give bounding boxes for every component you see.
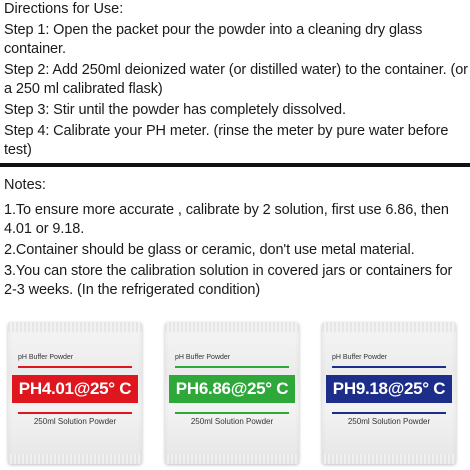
packet-ph-4-01 [8,322,142,464]
packet-ph-6-86 [165,322,299,464]
packet-line-bottom [18,412,132,414]
directions-title: Directions for Use: [4,1,124,17]
step-3: Step 3: Stir until the powder has completely dissolved. [4,102,346,118]
notes-title: Notes: [4,177,46,193]
step-1: Step 1: Open the packet pour the powder into a cleaning dry glass container. [4,22,423,57]
packet-line-top [332,366,446,368]
packet-line-bottom [332,412,446,414]
packet-line-top [18,366,132,368]
packet-header: pH Buffer Powder [175,354,231,361]
packet-value-band: PH4.01@25° C [12,375,138,403]
packet-footer: 250ml Solution Powder [190,417,274,426]
packet-ph-9-18 [322,322,456,464]
note-2: 2.Container should be glass or ceramic, don't use metal material. [4,242,415,258]
packet-value-band: PH9.18@25° C [326,375,452,403]
packet-value-band: PH6.86@25° C [169,375,295,403]
packet-line-bottom [175,412,289,414]
note-3: 3.You can store the calibration solution in covered jars or containers for 2-3 weeks. (In the refrigerated condition) [4,263,453,298]
notes-section [4,176,468,302]
directions-section [4,0,468,162]
packet-footer: 250ml Solution Powder [347,417,431,426]
section-divider [0,163,470,167]
packet-line-top [175,366,289,368]
packet-header: pH Buffer Powder [18,354,74,361]
step-4: Step 4: Calibrate your PH meter. (rinse the meter by pure water before test) [4,123,449,158]
packet-footer: 250ml Solution Powder [33,417,117,426]
step-2: Step 2: Add 250ml deionized water (or distilled water) to the container. (or a 250 ml calibrated flask) [4,62,468,97]
buffer-packets [0,318,470,470]
packet-header: pH Buffer Powder [332,354,388,361]
note-1: 1.To ensure more accurate , calibrate by 2 solution, first use 6.86, then 4.01 or 9.18. [4,202,449,237]
